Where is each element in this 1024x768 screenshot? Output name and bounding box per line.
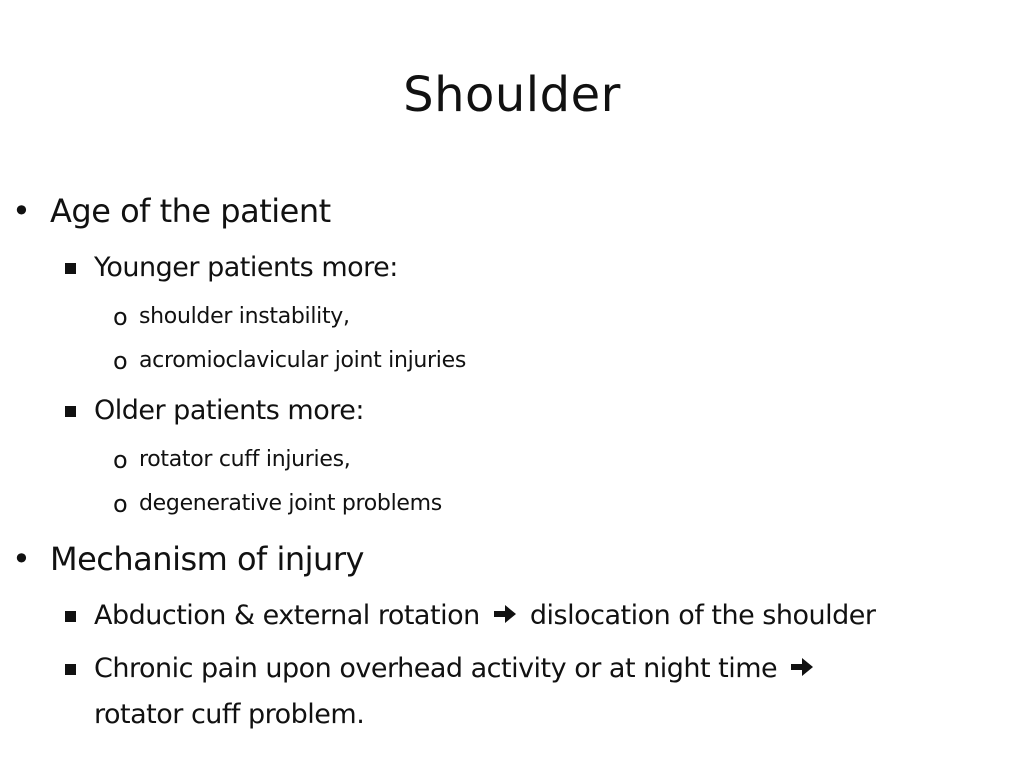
text-before-arrow: Chronic pain upon overhead activity or at night time bbox=[94, 653, 778, 684]
list-item-level2 bbox=[0, 652, 1024, 686]
list-item-text: Younger patients more: bbox=[94, 252, 398, 283]
list-item-text: rotator cuff problem. bbox=[94, 699, 365, 730]
bullet-circle: o bbox=[113, 490, 128, 518]
bullet-circle: o bbox=[113, 303, 128, 331]
list-item-continuation bbox=[0, 698, 1024, 732]
square-bullet-icon bbox=[65, 664, 76, 675]
list-item-level3 bbox=[0, 346, 1024, 376]
square-bullet-icon bbox=[65, 406, 76, 417]
list-item-level3 bbox=[0, 489, 1024, 519]
list-item-text: Older patients more: bbox=[94, 395, 364, 426]
list-item-level3 bbox=[0, 302, 1024, 332]
list-item-text: Mechanism of injury bbox=[50, 540, 364, 578]
list-item-level3 bbox=[0, 445, 1024, 475]
right-arrow-icon bbox=[492, 600, 518, 634]
slide-title: Shoulder bbox=[403, 67, 621, 123]
text-before-arrow: Abduction & external rotation bbox=[94, 600, 480, 631]
list-item-level1 bbox=[0, 191, 1024, 231]
list-item-text: degenerative joint problems bbox=[139, 491, 442, 516]
list-item-text bbox=[94, 652, 819, 687]
list-item-level1 bbox=[0, 539, 1024, 579]
bullet-circle: o bbox=[113, 347, 128, 375]
square-bullet-icon bbox=[65, 611, 76, 622]
bullet-circle: o bbox=[113, 446, 128, 474]
list-item-text: Age of the patient bbox=[50, 192, 331, 230]
square-bullet-icon bbox=[65, 263, 76, 274]
list-item-text: acromioclavicular joint injuries bbox=[139, 348, 467, 373]
list-item-text bbox=[94, 599, 875, 634]
list-item-text: rotator cuff injuries, bbox=[139, 447, 351, 472]
bullet-dot: • bbox=[12, 192, 31, 230]
bullet-dot: • bbox=[12, 540, 31, 578]
list-item-text: shoulder instability, bbox=[139, 304, 350, 329]
list-item-level2 bbox=[0, 251, 1024, 285]
list-item-level2 bbox=[0, 599, 1024, 633]
text-after-arrow: dislocation of the shoulder bbox=[529, 600, 876, 631]
right-arrow-icon bbox=[789, 653, 815, 687]
list-item-level2 bbox=[0, 394, 1024, 428]
